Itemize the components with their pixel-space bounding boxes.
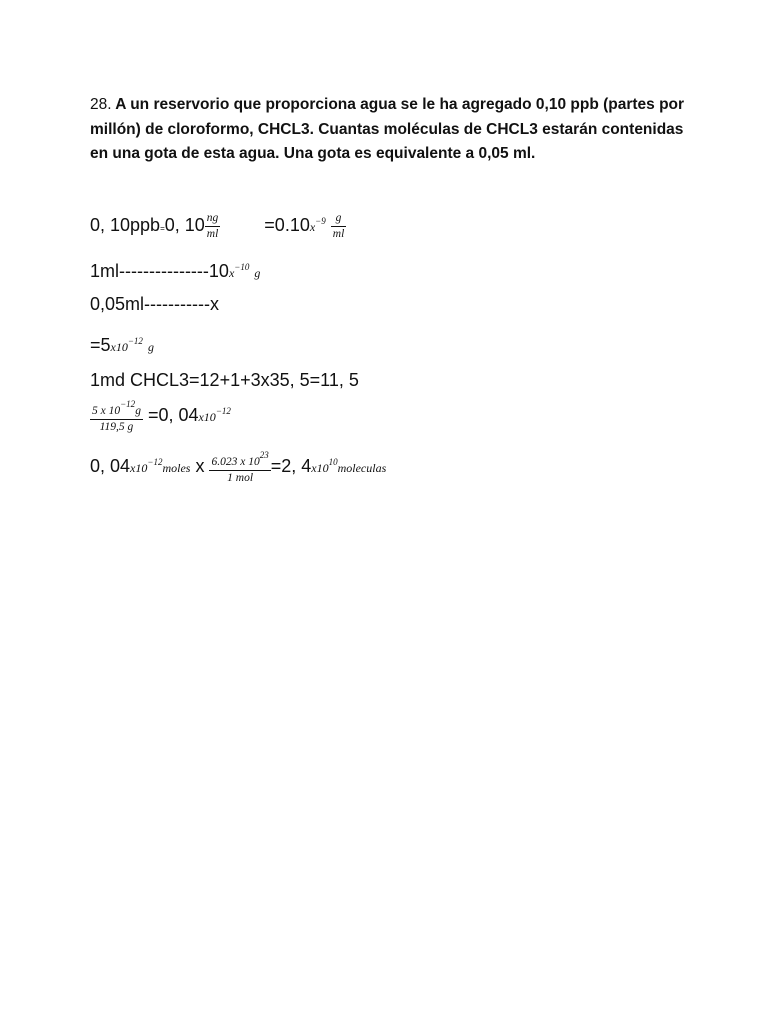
fraction-grams-over-molar-mass: $\frac{5 x 10^{-12}g}{119,5 g}$	[92, 399, 141, 433]
proportion-line-005ml: 0,05ml-----------x	[90, 294, 219, 314]
proportion-line-1ml: $1ml---------------10x^{-10}$ g	[90, 261, 261, 281]
fraction-g-ml: $\frac{g}{ml}$	[332, 211, 345, 240]
molecules-line: 0, $04x10^{-12}moles$ x $\frac{6.023 x 10^{23}}{\text{1 mol}}$ =2, $4x10^{10}moleculas$	[90, 450, 387, 484]
molar-mass-line: 1md CHCL3=12+1+3x35, 5=11, 5	[90, 370, 359, 390]
moles-line: $\frac{5 x 10^{-12}g}{119,5 g}$ =0, $04x10^{-12}$	[92, 399, 231, 433]
problem-text: A un reservorio que proporciona agua se le ha agregado 0,10 ppb (partes por millón) de cloroformo, CHCL3. Cuantas moléculas de CHCL3 estarán contenidas en una gota de esta agua. Una gota es equivalente a 0,05 ml.	[90, 96, 685, 162]
problem-number: 28.	[90, 96, 112, 113]
fraction-ng-ml: $\frac{ng}{ml}$	[206, 211, 219, 240]
problem-statement	[90, 93, 690, 167]
fraction-avogadro: $\frac{6.023 x 10^{23}}{\text{1 mol}}$	[211, 450, 269, 484]
conversion-line-ppb: 0, 10ppb=0, 10 $\frac{ng}{ml}$ $=0.10x^{-9}$ $\frac{g}{ml}$	[90, 211, 345, 240]
result-grams-line: $=5x10^{-12}$ g	[90, 335, 154, 355]
